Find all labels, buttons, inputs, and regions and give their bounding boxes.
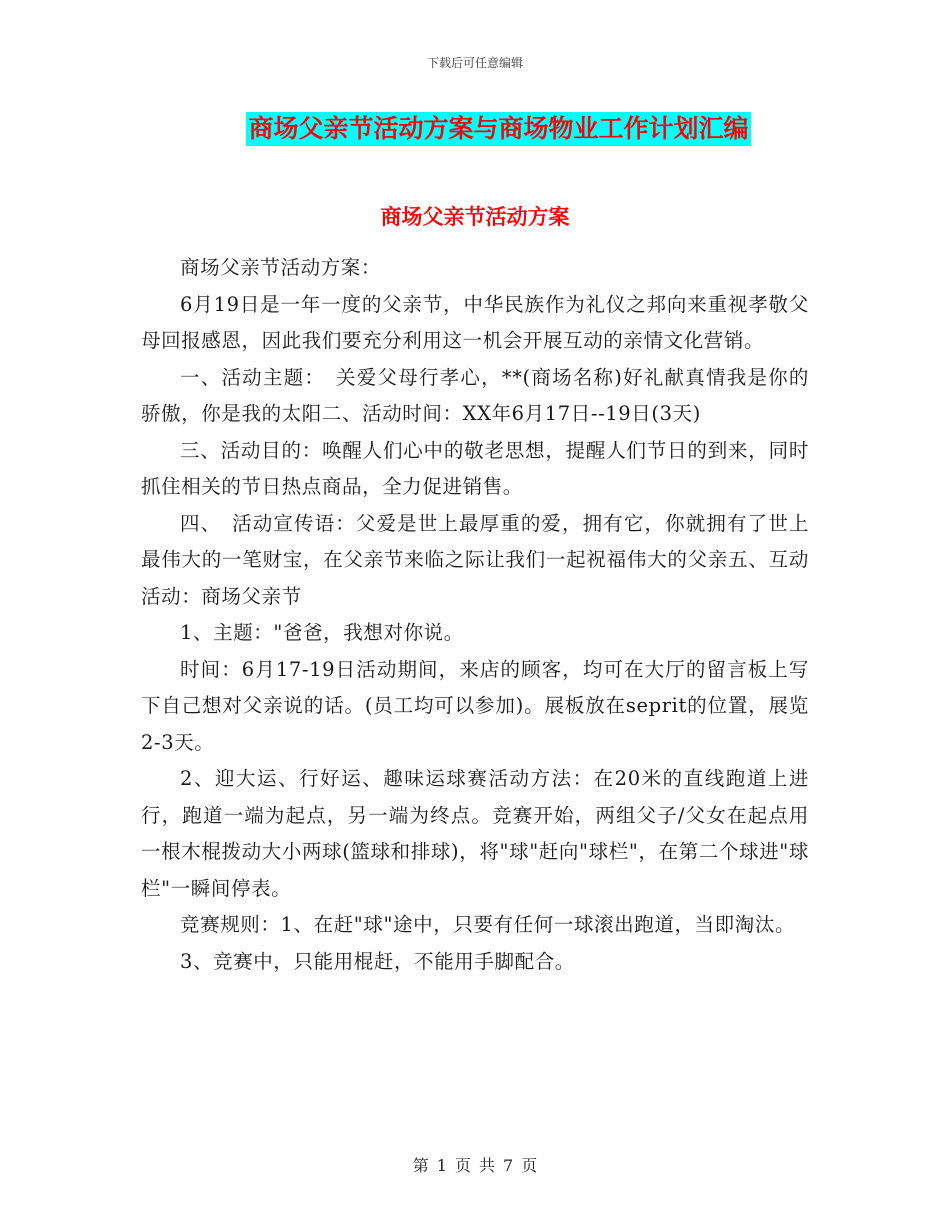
total-pages-number: 7 xyxy=(503,1156,514,1175)
paragraph: 一、活动主题： 关爱父母行孝心，**(商场名称)好礼献真情我是你的骄傲，你是我的太阳二、活动时间：XX年6月17日--19日(3天) xyxy=(141,365,809,425)
current-page-number: 1 xyxy=(436,1156,447,1175)
document-body xyxy=(141,250,809,980)
paragraph: 时间：6月17-19日活动期间，来店的顾客，均可在大厅的留言板上写下自己想对父亲说的话。(员工均可以参加)。展板放在seprit的位置，展览2-3天。 xyxy=(141,657,809,754)
document-title-text: 商场父亲节活动方案与商场物业工作计划汇编 xyxy=(246,112,750,146)
paragraph: 3、竞赛中，只能用棍赶，不能用手脚配合。 xyxy=(180,949,575,973)
paragraph: 6月19日是一年一度的父亲节，中华民族作为礼仪之邦向来重视孝敬父母回报感恩，因此我们要充分利用这一机会开展互动的亲情文化营销。 xyxy=(141,292,809,352)
page-footer xyxy=(0,1153,950,1176)
paragraph: 三、活动目的：唤醒人们心中的敬老思想，提醒人们节日的到来，同时抓住相关的节日热点商品，全力促进销售。 xyxy=(141,438,809,498)
paragraph: 四、 活动宣传语：父爱是世上最厚重的爱，拥有它，你就拥有了世上最伟大的一笔财宝，在父亲节来临之际让我们一起祝福伟大的父亲五、互动活动：商场父亲节 xyxy=(141,511,809,608)
paragraph: 1、主题："爸爸，我想对你说。 xyxy=(180,621,464,644)
footer-label-page: 第 xyxy=(412,1156,429,1175)
header-note: 下载后可任意编辑 xyxy=(426,56,523,70)
section-title: 商场父亲节活动方案 xyxy=(380,205,570,229)
footer-label-total: 共 xyxy=(479,1156,496,1175)
paragraph: 2、迎大运、行好运、趣味运球赛活动方法：在20米的直线跑道上进行，跑道一端为起点，另一端为终点。竞赛开始，两组父子/父女在起点用一根木棍拨动大小两球(篮球和排球)，将"球"赶向"球栏"，在第二个球进"球栏"一瞬间停表。 xyxy=(141,767,809,900)
footer-label-unit: 页 xyxy=(454,1156,471,1175)
paragraph: 商场父亲节活动方案： xyxy=(180,256,382,279)
paragraph: 竞赛规则：1、在赶"球"途中，只要有任何一球滚出跑道，当即淘汰。 xyxy=(180,913,796,936)
document-title xyxy=(0,112,950,146)
footer-label-unit-end: 页 xyxy=(521,1156,538,1175)
